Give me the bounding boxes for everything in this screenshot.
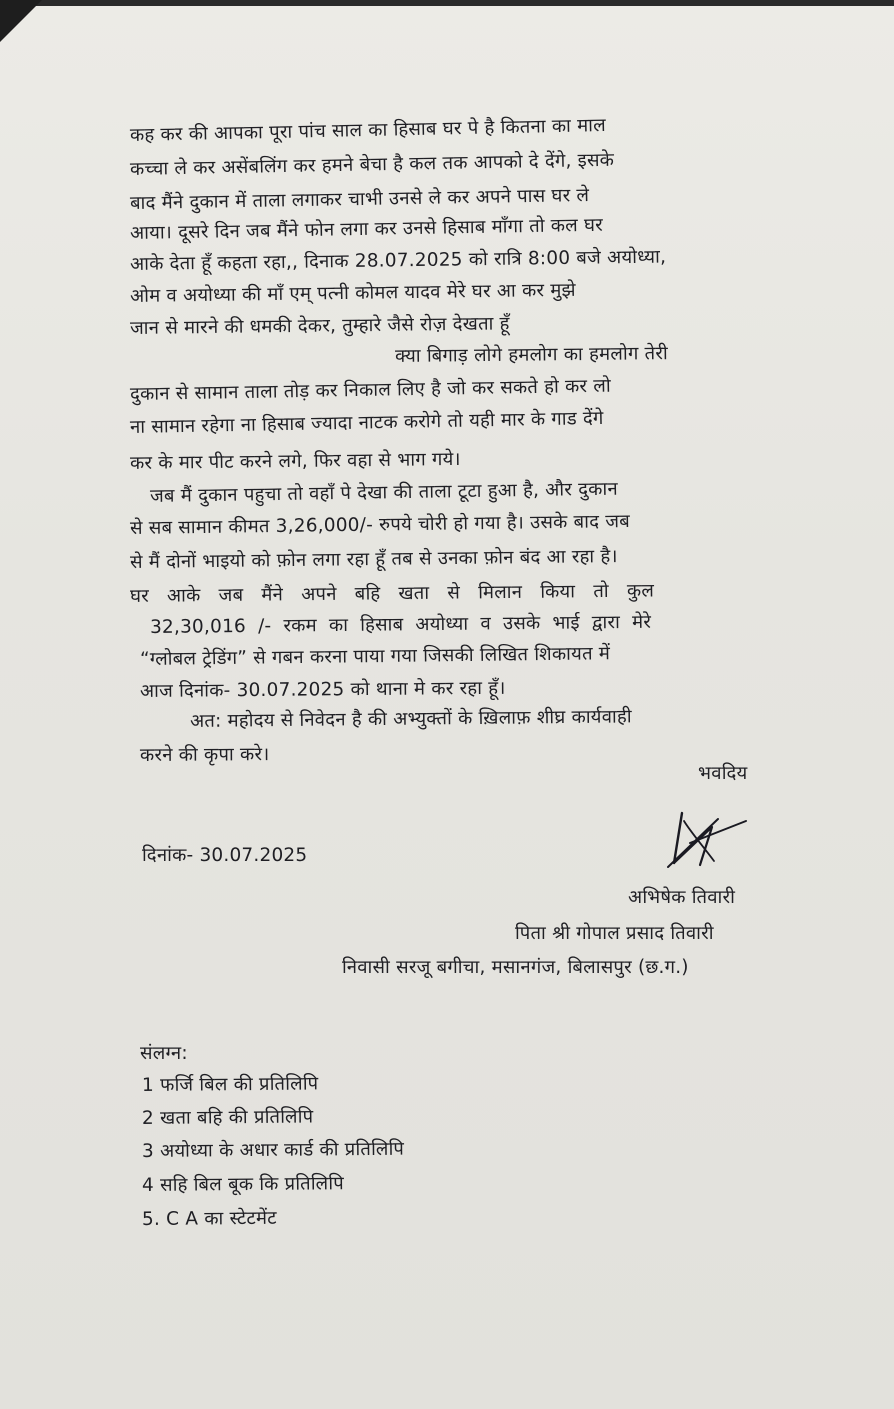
body-line-5: आके देता हूँ कहता रहा,, दिनाक 28.07.2025 को रात्रि 8:00 बजे अयोध्या, (129, 246, 667, 275)
attachment-item-3: 3 अयोध्या के अधार कार्ड की प्रतिलिपि (141, 1138, 405, 1162)
attachment-item-2: 2 खता बहि की प्रतिलिपि (141, 1106, 314, 1129)
body-line-13: से सब सामान कीमत 3,26,000/- रुपये चोरी हो गया है। उसके बाद जब (129, 511, 631, 539)
sender-address: निवासी सरजू बगीचा, मसानगंज, बिलासपुर (छ.ग.) (342, 957, 689, 978)
attachment-item-5: 5. C A का स्टेटमेंट (141, 1207, 277, 1230)
body-line-18: आज दिनांक- 30.07.2025 को थाना मे कर रहा हूँ। (139, 677, 506, 702)
body-line-2: कच्चा ले कर असेंबलिंग कर हमने बेचा है कल तक आपको दे देंगे, इसके (129, 149, 615, 180)
body-line-6: ओम व अयोध्या की माँ एम् पत्नी कोमल यादव मेरे घर आ कर मुझे (129, 279, 576, 307)
body-line-16: 32,30,016 /- रकम का हिसाब अयोध्या व उसके भाई द्वारा मेरे (149, 611, 652, 638)
body-line-3: बाद मैंने दुकान में ताला लगाकर चाभी उनसे ले कर अपने पास घर ले (129, 184, 590, 214)
scan-edge-shadow (0, 0, 894, 6)
folded-corner (0, 0, 42, 42)
body-line-1: कह कर की आपका पूरा पांच साल का हिसाब घर पे है कितना का माल (129, 115, 607, 146)
letter-date: दिनांक- 30.07.2025 (142, 845, 308, 866)
body-line-12: जब मैं दुकान पहुचा तो वहाँ पे देखा की ताला टूटा हुआ है, और दुकान (149, 478, 618, 507)
sender-name: अभिषेक तिवारी (628, 887, 736, 908)
body-line-8: क्या बिगाड़ लोगे हमलोग का हमलोग तेरी (394, 343, 668, 367)
body-line-19: अत: महोदय से निवेदन है की अभ्युक्तों के ख़िलाफ़ शीघ्र कार्यवाही (189, 706, 632, 732)
body-line-11: कर के मार पीट करने लगे, फिर वहा से भाग गये। (129, 448, 461, 474)
attachments-heading: संलग्न: (140, 1043, 188, 1064)
attachment-item-4: 4 सहि बिल बूक कि प्रतिलिपि (141, 1173, 344, 1196)
body-line-4: आया। दूसरे दिन जब मैंने फोन लगा कर उनसे हिसाब माँगा तो कल घर (129, 214, 604, 244)
body-line-14: से मैं दोनों भाइयो को फ़ोन लगा रहा हूँ तब से उनका फ़ोन बंद आ रहा है। (129, 546, 618, 573)
body-line-10: ना सामान रहेगा ना हिसाब ज्यादा नाटक करोगे तो यही मार के गाड देंगे (129, 407, 604, 438)
body-line-17: “ग्लोबल ट्रेडिंग” से गबन करना पाया गया जिसकी लिखित शिकायत में (139, 643, 611, 670)
body-line-20: करने की कृपा करे। (139, 744, 270, 766)
body-line-15: घर आके जब मैंने अपने बहि खता से मिलान किया तो कुल (129, 580, 655, 607)
closing-salutation: भवदिय (698, 763, 748, 784)
attachment-item-1: 1 फर्जि बिल की प्रतिलिपि (141, 1073, 319, 1096)
body-line-9: दुकान से सामान ताला तोड़ कर निकाल लिए है जो कर सकते हो कर लो (129, 375, 612, 405)
body-line-7: जान से मारने की धमकी देकर, तुम्हारे जैसे रोज़ देखता हूँ (129, 313, 510, 339)
signature-mark (660, 805, 760, 875)
sender-father: पिता श्री गोपाल प्रसाद तिवारी (515, 923, 714, 944)
